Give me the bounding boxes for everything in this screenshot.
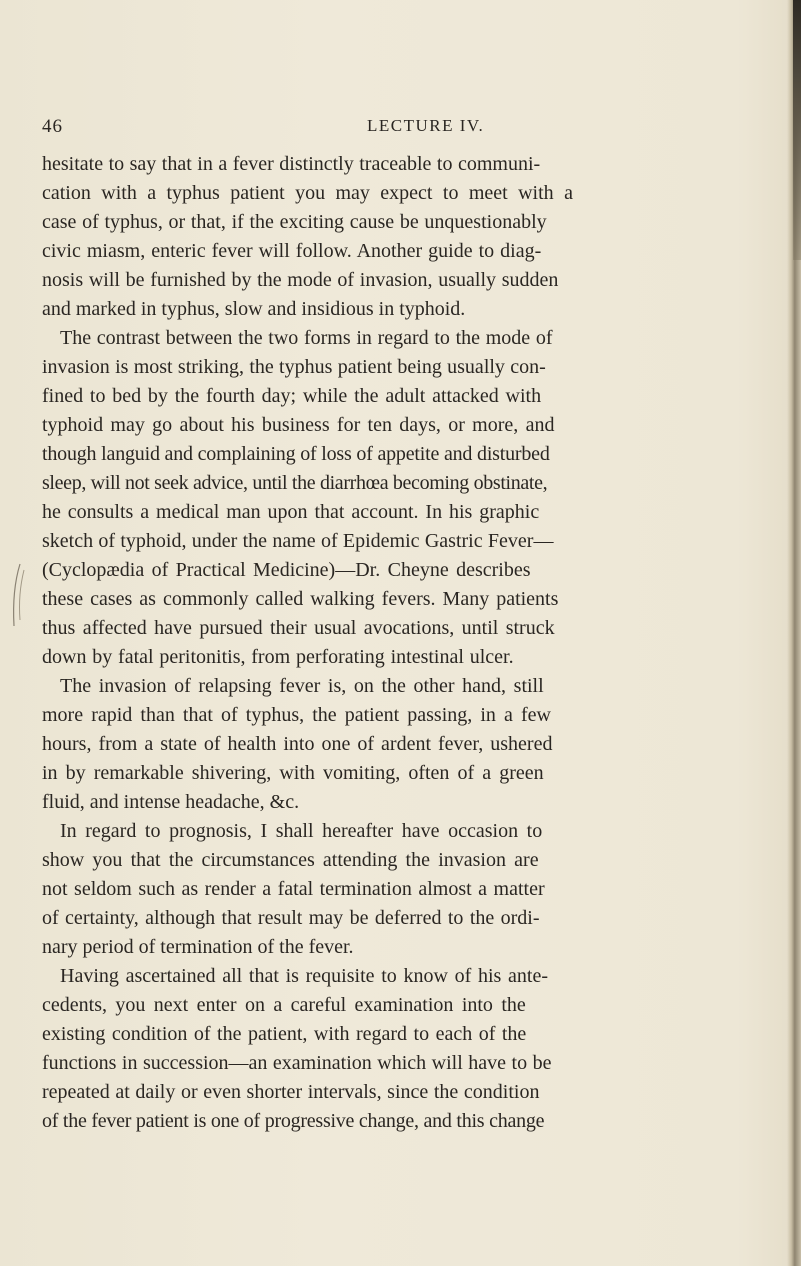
page-edge-dark [793, 0, 801, 260]
text-line: cedents, you next enter on a careful examination into the [42, 994, 526, 1016]
text-line: show you that the circumstances attending the invasion are [42, 849, 539, 871]
text-line: down by fatal peritonitis, from perforating intestinal ulcer. [42, 646, 514, 668]
text-line: case of typhus, or that, if the exciting cause be unquestionably [42, 211, 547, 233]
text-line: sketch of typhoid, under the name of Epidemic Gastric Fever— [42, 530, 554, 552]
text-line: these cases as commonly called walking fevers. Many patients [42, 588, 559, 610]
text-line: nosis will be furnished by the mode of invasion, usually sudden [42, 269, 559, 291]
text-line: not seldom such as render a fatal termination almost a matter [42, 878, 545, 900]
text-line: thus affected have pursued their usual avocations, until struck [42, 617, 555, 639]
text-line: sleep, will not seek advice, until the diarrhœa becoming obstinate, [42, 472, 548, 494]
text-line: more rapid than that of typhus, the patient passing, in a few [42, 704, 551, 726]
text-line: functions in succession—an examination which will have to be [42, 1052, 552, 1074]
text-line: cation with a typhus patient you may expect to meet with a [42, 182, 573, 204]
text-line: The contrast between the two forms in regard to the mode of [60, 327, 553, 349]
text-line: nary period of termination of the fever. [42, 936, 354, 958]
text-line: repeated at daily or even shorter intervals, since the condition [42, 1081, 540, 1103]
text-line: fluid, and intense headache, &c. [42, 791, 300, 813]
page-number: 46 [42, 116, 63, 137]
text-line: invasion is most striking, the typhus patient being usually con- [42, 356, 546, 378]
text-line: hesitate to say that in a fever distinctly traceable to communi- [42, 153, 541, 175]
text-line: Having ascertained all that is requisite to know of his ante- [60, 965, 548, 987]
text-line: civic miasm, enteric fever will follow. Another guide to diag- [42, 240, 542, 262]
text-line: fined to bed by the fourth day; while the adult attacked with [42, 385, 542, 407]
text-line: of certainty, although that result may be deferred to the ordi- [42, 907, 540, 929]
text-line: and marked in typhus, slow and insidious in typhoid. [42, 298, 466, 320]
text-line: in by remarkable shivering, with vomiting, often of a green [42, 762, 544, 784]
page-header [42, 116, 692, 142]
text-line: existing condition of the patient, with regard to each of the [42, 1023, 527, 1045]
text-line: though languid and complaining of loss of appetite and disturbed [42, 443, 550, 465]
text-line: typhoid may go about his business for ten days, or more, and [42, 414, 555, 436]
text-line: (Cyclopædia of Practical Medicine)—Dr. Cheyne describes [42, 559, 531, 581]
text-line: he consults a medical man upon that account. In his graphic [42, 501, 540, 523]
text-line: In regard to prognosis, I shall hereafter have occasion to [60, 820, 543, 842]
text-line: of the fever patient is one of progressive change, and this change [42, 1110, 545, 1132]
text-line: hours, from a state of health into one of ardent fever, ushered [42, 733, 553, 755]
running-head: LECTURE IV. [367, 116, 485, 135]
margin-ink-mark [6, 560, 28, 630]
body-text [42, 150, 762, 1136]
text-line: The invasion of relapsing fever is, on the other hand, still [60, 675, 544, 697]
